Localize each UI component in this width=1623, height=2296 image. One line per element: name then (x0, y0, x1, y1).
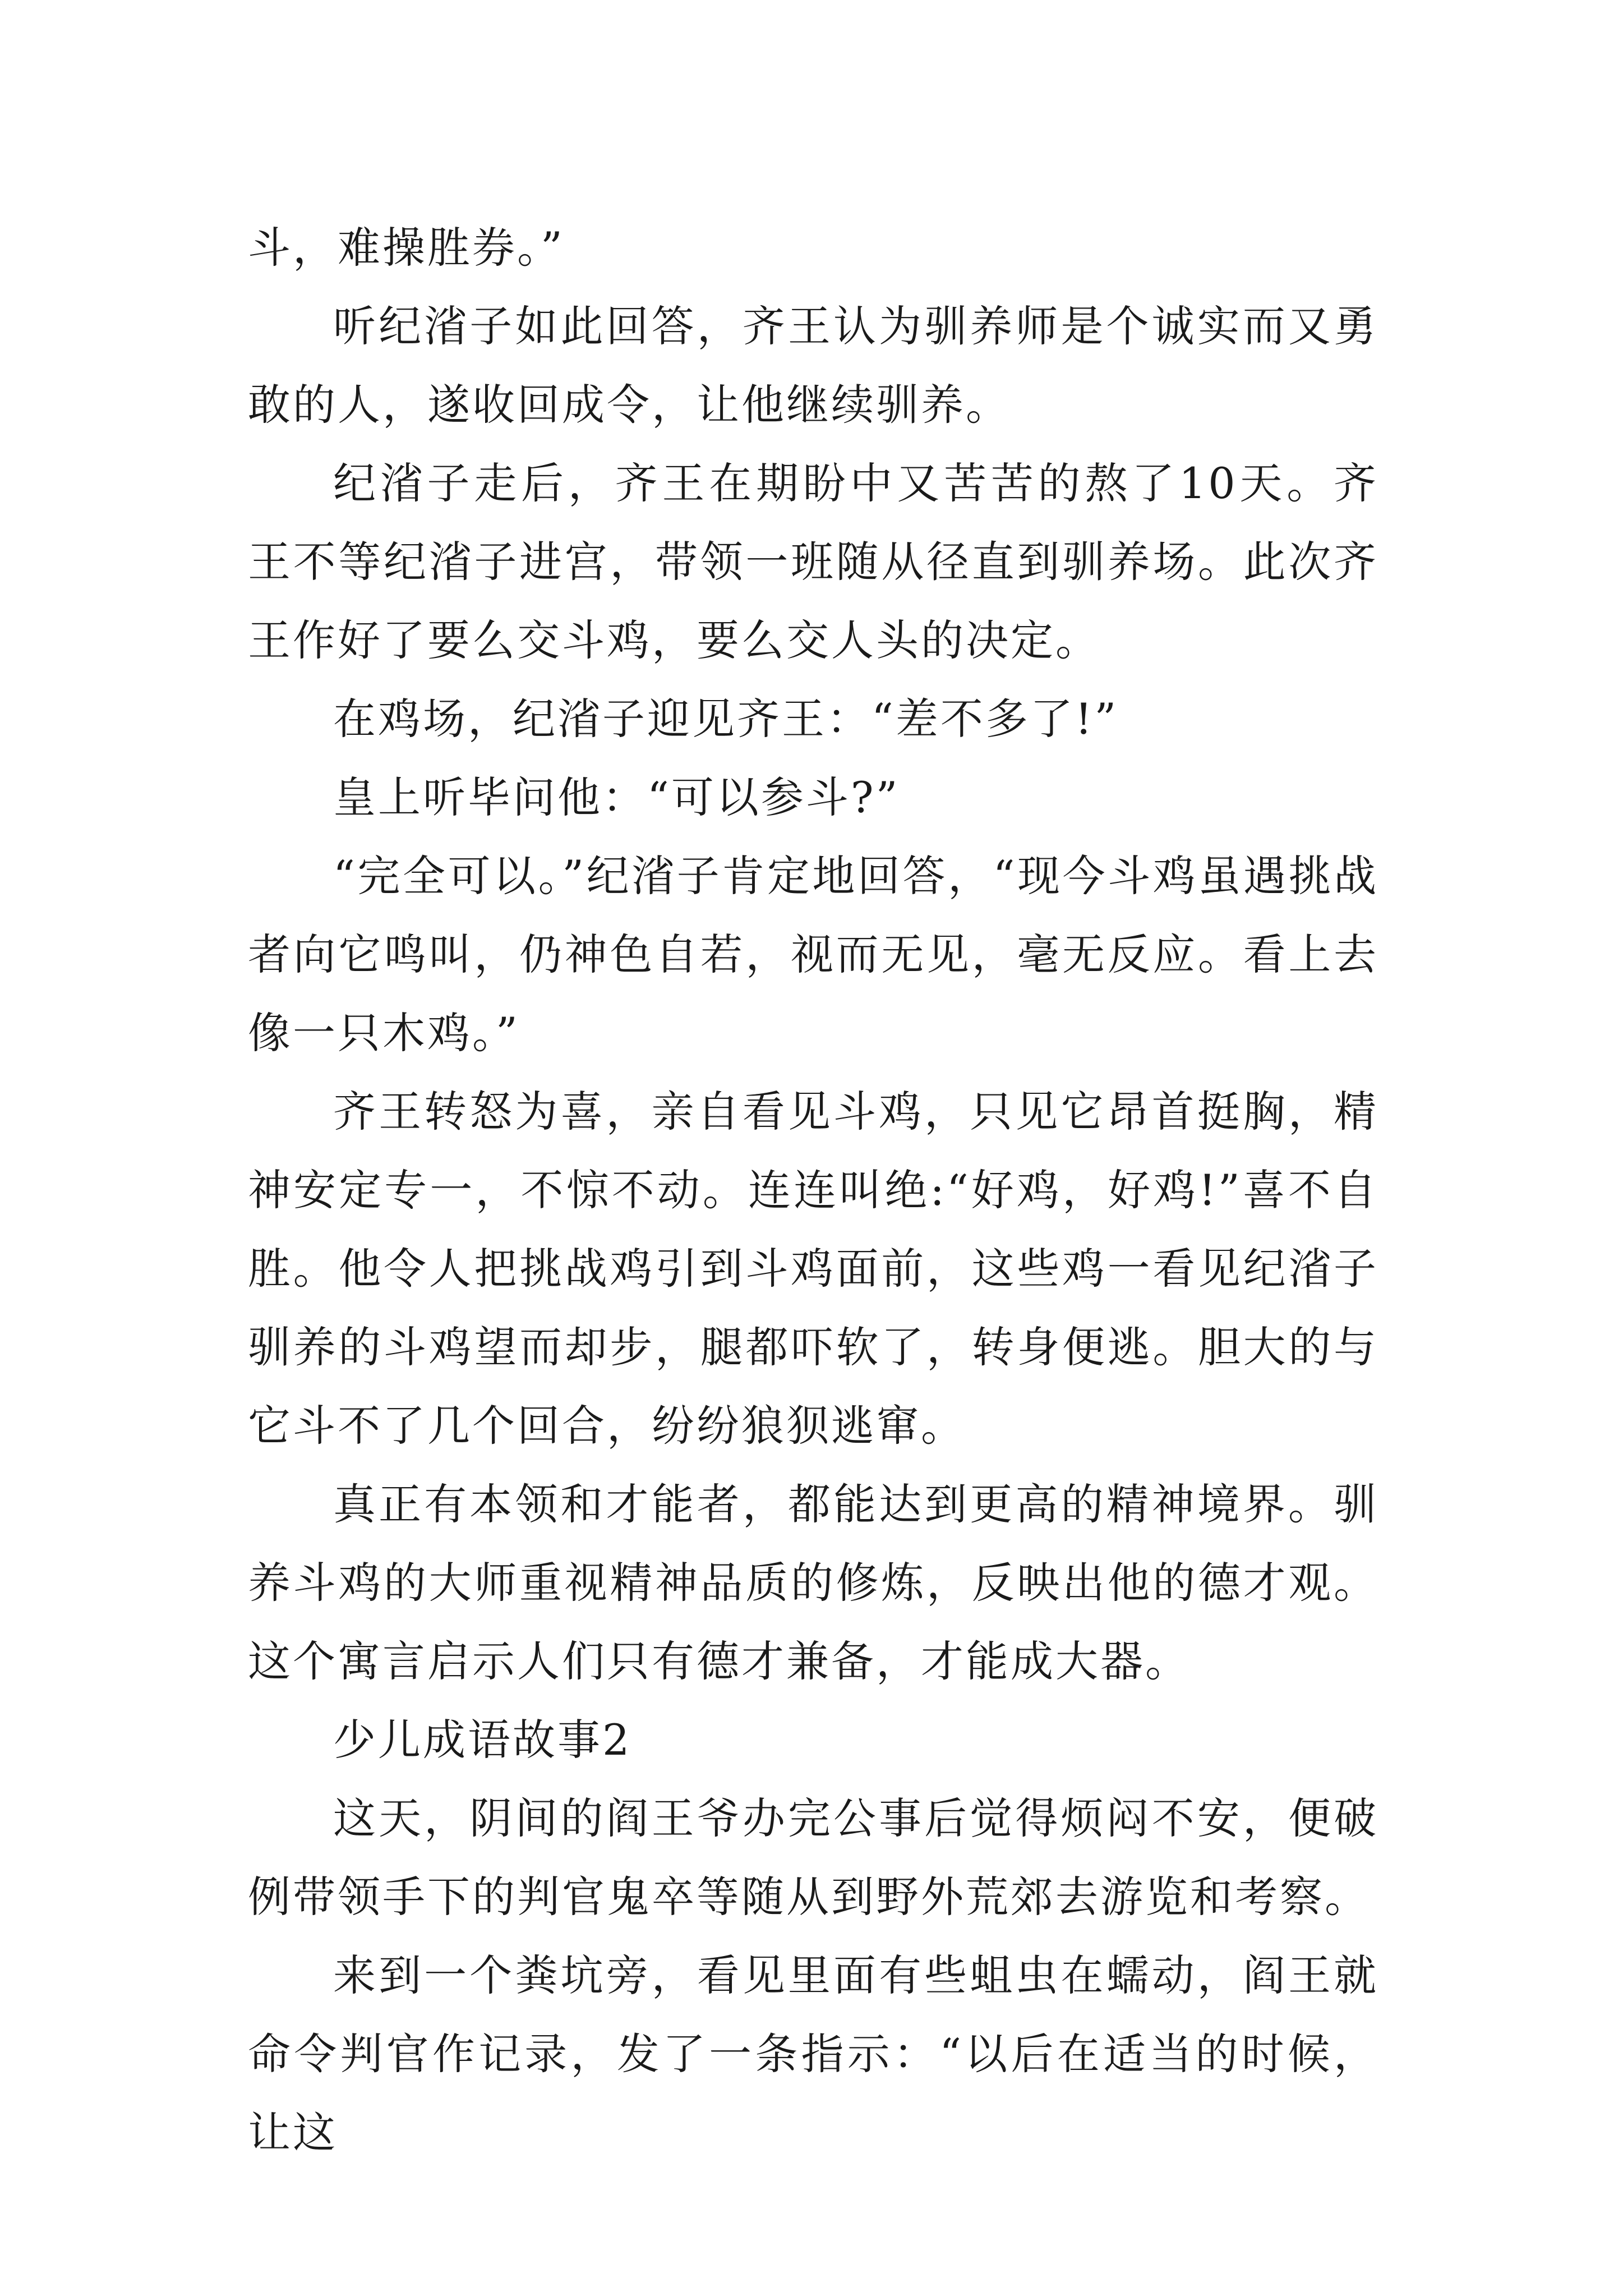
paragraph: 齐王转怒为喜，亲自看见斗鸡，只见它昂首挺胸，精神安定专一，不惊不动。连连叫绝:“好鸡，好鸡!”喜不自胜。他令人把挑战鸡引到斗鸡面前，这些鸡一看见纪渻子驯养的斗鸡望而却步，腿都吓软了，转身便逃。胆大的与它斗不了几个回合，纷纷狼狈逃窜。 (248, 1087, 1378, 1451)
paragraph: 真正有本领和才能者，都能达到更高的精神境界。驯养斗鸡的大师重视精神品质的修炼，反映出他的德才观。这个寓言启示人们只有德才兼备，才能成大器。 (248, 1479, 1378, 1686)
paragraph: 这天，阴间的阎王爷办完公事后觉得烦闷不安，便破例带领手下的判官鬼卒等随从到野外荒郊去游览和考察。 (248, 1793, 1378, 1922)
section-heading: 少儿成语故事2 (333, 1715, 632, 1765)
paragraph: “完全可以。”纪渻子肯定地回答，“现今斗鸡虽遇挑战者向它鸣叫，仍神色自若，视而无见，毫无反应。看上去像一只木鸡。” (248, 851, 1378, 1058)
paragraph: 听纪渻子如此回答，齐王认为驯养师是个诚实而又勇敢的人，遂收回成令，让他继续驯养。 (248, 301, 1378, 430)
paragraph: 皇上听毕问他：“可以参斗?” (333, 772, 900, 822)
paragraph: 来到一个粪坑旁，看见里面有些蛆虫在蠕动，阎王就命令判官作记录，发了一条指示：“以后在适当的时候，让这 (248, 1950, 1378, 2157)
document-page (248, 209, 1378, 2172)
paragraph: 在鸡场，纪渻子迎见齐王：“差不多了!” (333, 694, 1119, 744)
paragraph-continuation: 斗，难操胜券。” (248, 223, 565, 273)
paragraph: 纪渻子走后，齐王在期盼中又苦苦的熬了10天。齐王不等纪渻子进宫，带领一班随从径直到驯养场。此次齐王作好了要么交斗鸡，要么交人头的决定。 (248, 458, 1378, 665)
